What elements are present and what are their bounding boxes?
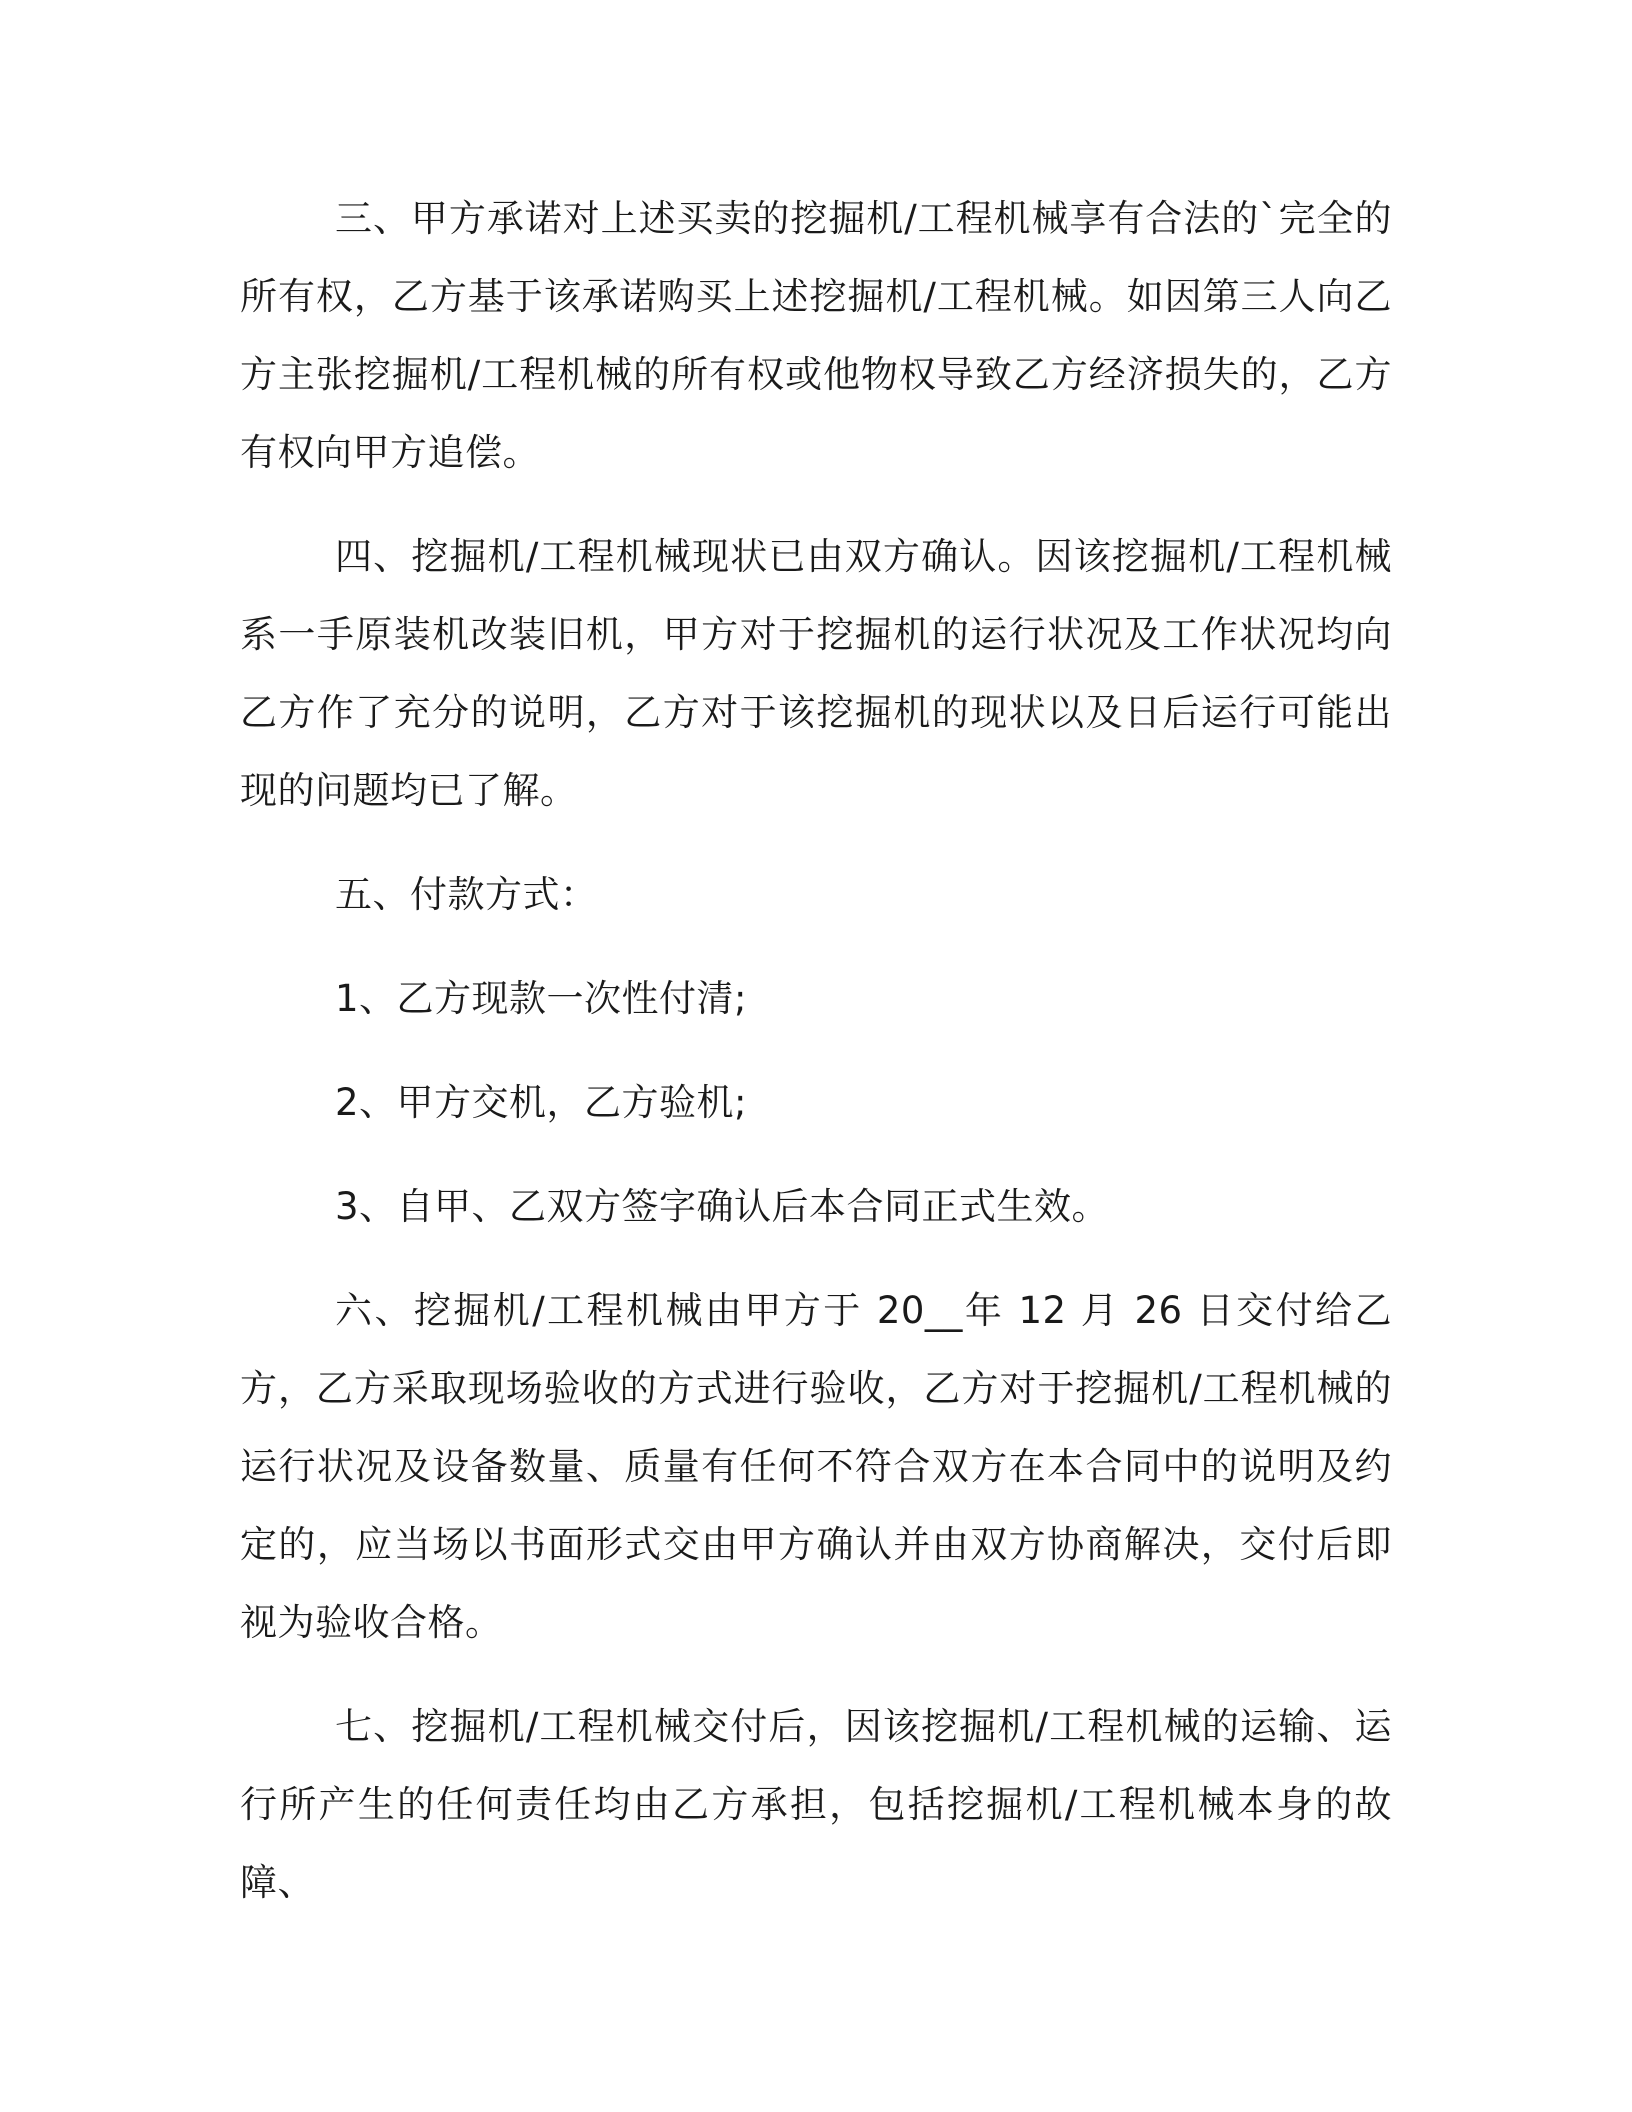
paragraph-clause-7: 七、挖掘机/工程机械交付后，因该挖掘机/工程机械的运输、运行所产生的任何责任均由乙方承担，包括挖掘机/工程机械本身的故障、 — [240, 1705, 1392, 1904]
paragraph-clause-5-item-3: 3、自甲、乙双方签字确认后本合同正式生效。 — [335, 1185, 1110, 1228]
paragraph-clause-4: 四、挖掘机/工程机械现状已由双方确认。因该挖掘机/工程机械系一手原装机改装旧机，甲方对于挖掘机的运行状况及工作状况均向乙方作了充分的说明，乙方对于该挖掘机的现状以及日后运行可能出现的问题均已了解。 — [240, 535, 1392, 812]
paragraph-clause-5-heading: 五、付款方式： — [335, 873, 598, 916]
paragraph-clause-5-item-1: 1、乙方现款一次性付清; — [335, 977, 748, 1020]
document-body — [240, 180, 1392, 1922]
paragraph-clause-6: 六、挖掘机/工程机械由甲方于 20__年 12 月 26 日交付给乙方，乙方采取现场验收的方式进行验收，乙方对于挖掘机/工程机械的运行状况及设备数量、质量有任何不符合双方在本合同中的说明及约定的，应当场以书面形式交由甲方确认并由双方协商解决，交付后即视为验收合格。 — [240, 1289, 1392, 1644]
paragraph-clause-5-item-2: 2、甲方交机，乙方验机; — [335, 1081, 748, 1124]
paragraph-clause-3: 三、甲方承诺对上述买卖的挖掘机/工程机械享有合法的`完全的所有权，乙方基于该承诺购买上述挖掘机/工程机械。如因第三人向乙方主张挖掘机/工程机械的所有权或他物权导致乙方经济损失的，乙方有权向甲方追偿。 — [240, 197, 1392, 474]
